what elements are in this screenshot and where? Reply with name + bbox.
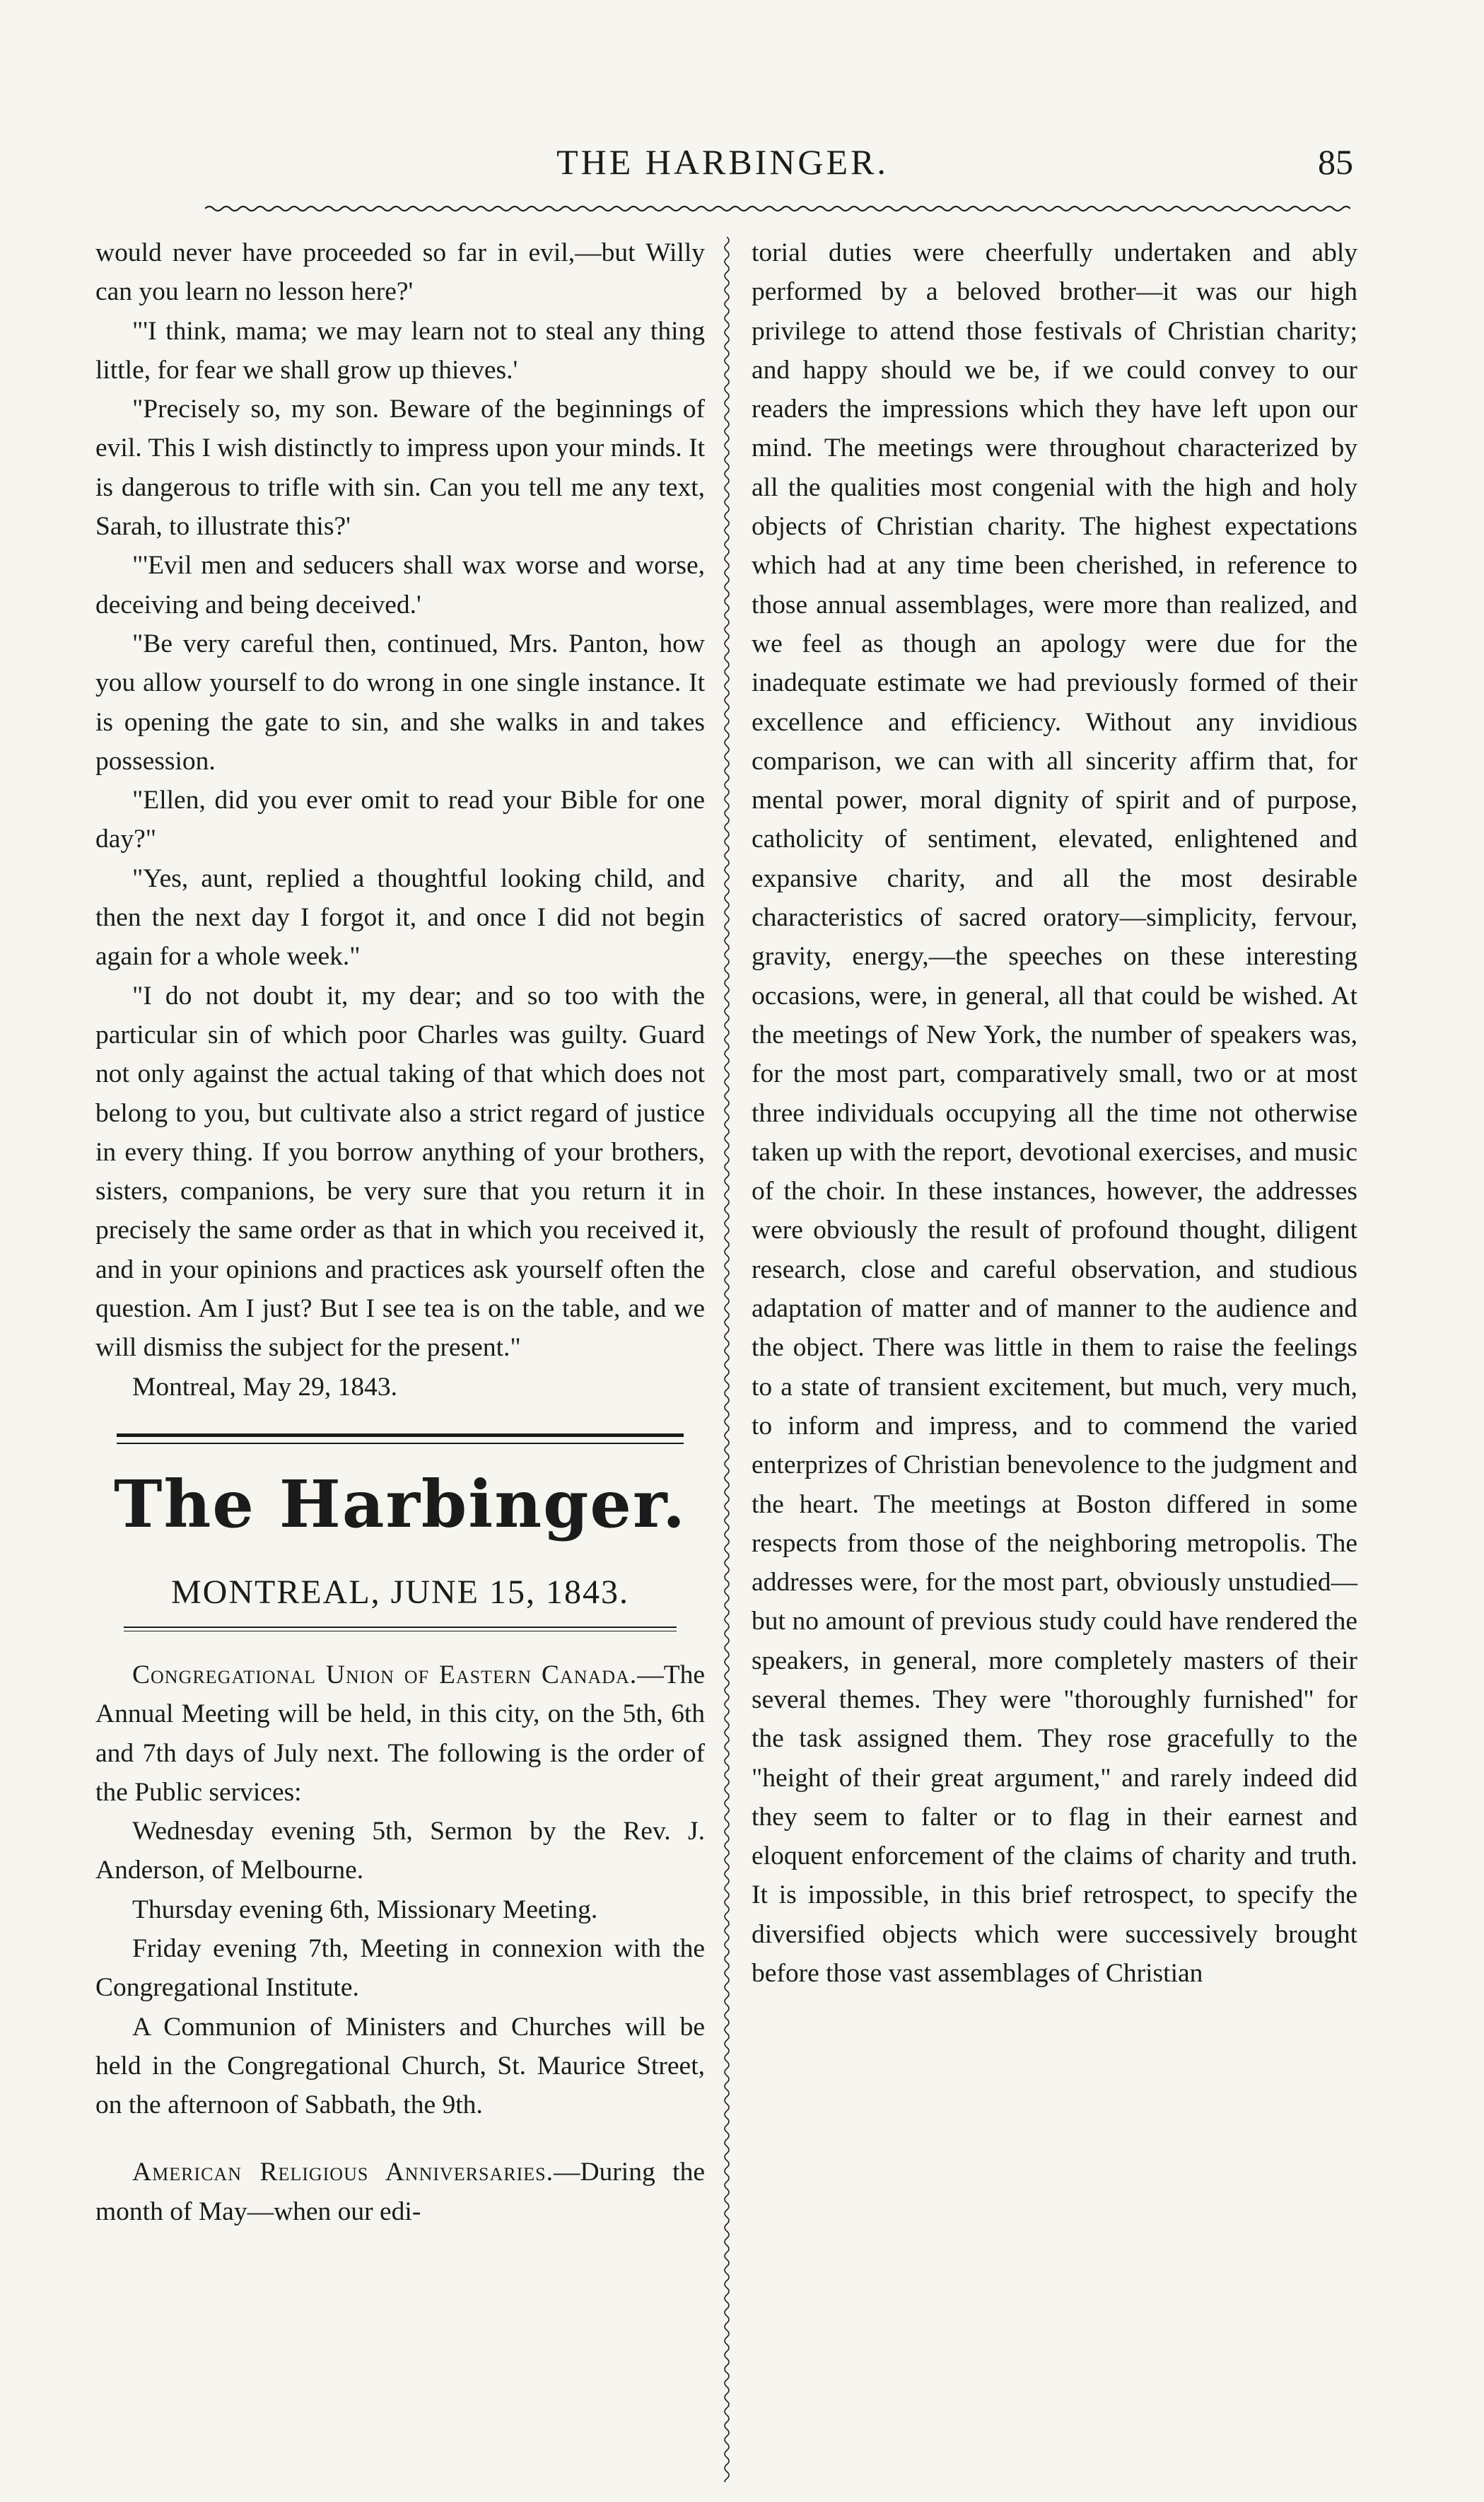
page-header-title: THE HARBINGER.: [556, 142, 889, 182]
anniversaries-body: —During the month of May—when our edi-: [95, 2158, 705, 2226]
left-paragraph-6: "Ellen, did you ever omit to read your Bible for one day?": [95, 786, 705, 854]
left-paragraph-4: "'Evil men and seducers shall wax worse and worse, deceiving and being deceived.': [95, 551, 705, 619]
anniversaries-paragraph: [95, 2153, 705, 2231]
notice-item-3: Friday evening 7th, Meeting in connexion with the Congregational Institute.: [95, 1933, 705, 2003]
notice-heading: Congregational Union of Eastern Canada.: [132, 1660, 638, 1689]
notice-item-4: A Communion of Ministers and Churches will be held in the Congregational Church, St. Maurice Street, on the afternoon of Sabbath, the 9th.: [95, 2012, 705, 2120]
header-wavy-rule: [205, 204, 1350, 214]
left-column: [95, 233, 705, 2231]
column-divider-wavy: [718, 237, 736, 2482]
notice-paragraph: [95, 1656, 705, 1812]
page-number: 85: [1318, 142, 1353, 182]
left-paragraph-5: "Be very careful then, continued, Mrs. Panton, how you allow yourself to do wrong in one single instance. It is opening the gate to sin, and she walks in and takes possession.: [95, 629, 705, 776]
right-paragraph-1: torial duties were cheerfully undertaken and ably performed by a beloved brother—it was our high privilege to attend those festivals of Christian charity; and happy should we be, if we could convey to our readers the impressions which they have left upon our mind. The meetings were throughout characterized by all the qualities most congenial with the high and holy objects of Christian charity. The highest expectations which had at any time been cherished, in reference to those annual assemblages, were more than realized, and we feel as though an apology were due for the inadequate estimate we had previously formed of their excellence and efficiency. Without any invidious comparison, we can with all sincerity affirm that, for mental power, moral dignity of spirit and of purpose, catholicity of sentiment, elevated, enlightened and expansive charity, and all the most desirable characteristics of sacred oratory—simplicity, fervour, gravity, energy,—the speeches on these interesting occasions, were, in general, all that could be wished. At the meetings of New York, the number of speakers was, for the most part, comparatively small, two or at most three individuals occupying all the time not otherwise taken up with the report, devotional exercises, and music of the choir. In these instances, however, the addresses were obviously the result of profound thought, diligent research, close and careful observation, and studious adaptation of matter and of manner to the audience and the object. There was little in them to raise the feelings to a state of transient excitement, but much, very much, to inform and impress, and to commend the varied enterprizes of Christian benevolence to the judgment and the heart. The meetings at Boston differed in some respects from those of the neighboring metropolis. The addresses were, for the most part, obviously unstudied—but no amount of previous study could have rendered the speakers, in general, more completely masters of their several themes. They were "thoroughly furnished" for the task assigned them. They rose gracefully to the "height of their great argument," and rarely indeed did they seem to falter or to flag in their earnest and eloquent enforcement of the claims of charity and truth. It is impossible, in this brief retrospect, to specify the diversified objects which were successively brought before those vast assemblages of Christian: [752, 238, 1358, 1989]
running-head: [92, 141, 1353, 191]
dateline: MONTREAL, JUNE 15, 1843.: [171, 1573, 629, 1611]
anniversaries-heading: American Religious Anniversaries.: [132, 2158, 554, 2187]
notice-item-1: Wednesday evening 5th, Sermon by the Rev. J. Anderson, of Melbourne.: [95, 1817, 705, 1885]
left-paragraph-1: would never have proceeded so far in evil,—but Willy can you learn no lesson here?': [95, 238, 705, 307]
dateline-rule: [124, 1627, 677, 1631]
masthead-title: The Harbinger.: [114, 1465, 687, 1542]
notice-body: —The Annual Meeting will be held, in this city, on the 5th, 6th and 7th days of July next. The following is the order of the Public services:: [95, 1660, 705, 1807]
section-spacer: [95, 2124, 705, 2153]
left-paragraph-3: "Precisely so, my son. Beware of the beginnings of evil. This I wish distinctly to impress upon your minds. It is dangerous to trifle with sin. Can you tell me any text, Sarah, to illustrate this?': [95, 395, 705, 542]
left-paragraph-8: "I do not doubt it, my dear; and so too with the particular sin of which poor Charles was guilty. Guard not only against the actual taking of that which does not belong to you, but cultivate also a strict regard of justice in every thing. If you borrow anything of your brothers, sisters, companions, be very sure that you return it in precisely the same order as that in which you received it, and in your opinions and practices ask yourself often the question. Am I just? But I see tea is on the table, and we will dismiss the subject for the present.": [95, 981, 705, 1363]
masthead-rule: [117, 1433, 684, 1444]
signature-line: Montreal, May 29, 1843.: [132, 1372, 397, 1402]
notice-item-2: Thursday evening 6th, Missionary Meeting.: [132, 1895, 598, 1924]
left-paragraph-7: "Yes, aunt, replied a thoughtful looking child, and then the next day I forgot it, and once I did not begin again for a whole week.": [95, 863, 705, 972]
left-paragraph-2: "'I think, mama; we may learn not to steal any thing little, for fear we shall grow up thieves.': [95, 316, 705, 385]
right-column: [752, 233, 1357, 1993]
